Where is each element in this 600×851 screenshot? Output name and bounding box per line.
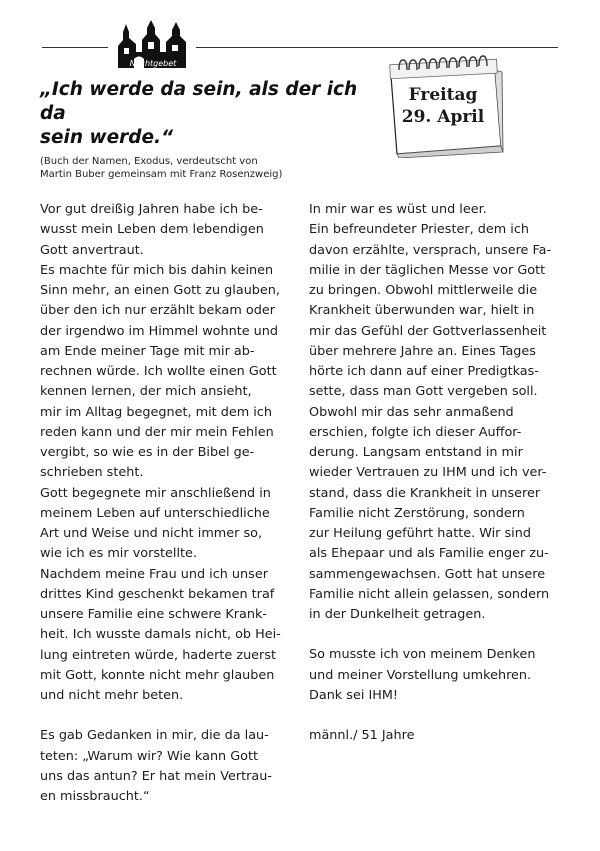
text-line: kennen lernen, der mich ansieht, [40, 384, 252, 400]
text-line: rechnen würde. Ich wollte einen Gott [40, 364, 277, 379]
text-line: Dank sei IHM! [309, 687, 399, 703]
right-column [309, 200, 571, 746]
text-line: uns das antun? Er hat mein Vertrau- [40, 768, 272, 784]
text-line: Es machte für mich bis dahin keinen [40, 262, 274, 278]
text-line: derung. Langsam entstand in mir [309, 445, 523, 460]
text-line: in der Dunkelheit getragen. [309, 607, 486, 622]
text-line: hörte ich dann auf einer Predigtkas- [309, 364, 539, 379]
text-line: mir das Gefühl der Gottverlassenheit [309, 323, 547, 339]
text-line: Familie nicht Zerstörung, sondern [309, 505, 525, 521]
text-line: sammengewachsen. Gott hat unsere [309, 566, 546, 582]
text-line: mir im Alltag begegnet, mit dem ich [40, 404, 272, 420]
text-line: der irgendwo im Himmel wohnte und [40, 323, 279, 339]
text-line: Sinn mehr, an einen Gott zu glauben, [40, 283, 280, 298]
header-rule-right [196, 47, 558, 48]
text-line: Ein befreundeter Priester, dem ich [309, 222, 529, 238]
text-line: und meiner Vorstellung umkehren. [309, 667, 532, 683]
calendar-date [391, 84, 495, 128]
source-note [40, 155, 375, 181]
text-line: lung eintreten würde, haderte zuerst [40, 647, 277, 663]
text-line: wie ich es mir vorstellte. [40, 546, 197, 562]
quote-line: sein werde.“ [40, 127, 174, 148]
quote-title [40, 78, 375, 150]
text-line: Gott anvertraut. [40, 242, 144, 258]
text-line: unsere Familie eine schwere Krank- [40, 607, 267, 622]
text-line: vergibt, so wie es in der Bibel ge- [40, 445, 255, 460]
text-line: über den ich nur erzählt bekam oder [40, 303, 276, 319]
text-line: Es gab Gedanken in mir, die da lau- [40, 728, 269, 744]
quote-line: „Ich werde da sein, als der ich da [40, 79, 358, 124]
source-line: (Buch der Namen, Exodus, verdeutscht von [40, 156, 258, 167]
text-line: mit Gott, konnte nicht mehr glauben [40, 667, 275, 683]
text-line: und nicht mehr beten. [40, 688, 184, 703]
heading-block [40, 78, 375, 181]
text-line: en missbraucht.“ [40, 789, 150, 804]
text-line: als Ehepaar und als Familie enger zu- [309, 546, 549, 562]
text-line: heit. Ich wusste damals nicht, ob Hei- [40, 627, 281, 643]
text-line: schrieben steht. [40, 465, 144, 481]
text-line: stand, dass die Krankheit in unserer [309, 485, 541, 501]
calendar-weekday: Freitag [408, 85, 478, 105]
text-line: davon erzählte, versprach, unsere Fa- [309, 242, 552, 258]
text-line: zur Heilung geführt hatte. Wir sind [309, 526, 531, 541]
logo-text: Nachtgebet [129, 59, 177, 68]
text-line: In mir war es wüst und leer. [309, 202, 487, 217]
church-logo [114, 18, 192, 70]
text-line: Krankheit überwunden war, hielt in [309, 303, 535, 319]
text-line: Vor gut dreißig Jahren habe ich be- [40, 202, 263, 217]
text-line: sette, dass man Gott vergeben soll. [309, 384, 538, 400]
text-line: teten: „Warum wir? Wie kann Gott [40, 748, 259, 764]
text-line: wusst mein Leben dem lebendigen [40, 222, 264, 238]
text-line: wieder Vertrauen zu IHM und ich ver- [309, 465, 547, 481]
signature-line: männl./ 51 Jahre [309, 728, 415, 743]
text-line: erschien, folgte ich dieser Auffor- [309, 424, 522, 440]
text-line: Obwohl mir das sehr anmaßend [309, 404, 514, 420]
text-line: milie in der täglichen Messe vor Gott [309, 262, 546, 278]
source-line: Martin Buber gemeinsam mit Franz Rosenzweig) [40, 169, 283, 180]
left-column [40, 200, 302, 807]
text-line: über mehrere Jahre an. Eines Tages [309, 343, 536, 359]
text-line: So musste ich von meinem Denken [309, 647, 536, 663]
text-line: Familie nicht allein gelassen, sondern [309, 586, 550, 602]
header-rule-left [42, 47, 108, 48]
text-line: drittes Kind geschenkt bekamen traf [40, 586, 275, 602]
text-line: Nachdem meine Frau und ich unser [40, 566, 268, 582]
text-line: Art und Weise und nicht immer so, [40, 526, 263, 541]
text-line: meinem Leben auf unterschiedliche [40, 505, 270, 521]
text-line: reden kann und der mir mein Fehlen [40, 424, 274, 440]
text-line: Gott begegnete mir anschließend in [40, 485, 271, 501]
text-line: am Ende meiner Tage mit mir ab- [40, 343, 255, 359]
text-line: zu bringen. Obwohl mittlerweile die [309, 283, 538, 298]
calendar-day: 29. April [401, 107, 485, 127]
